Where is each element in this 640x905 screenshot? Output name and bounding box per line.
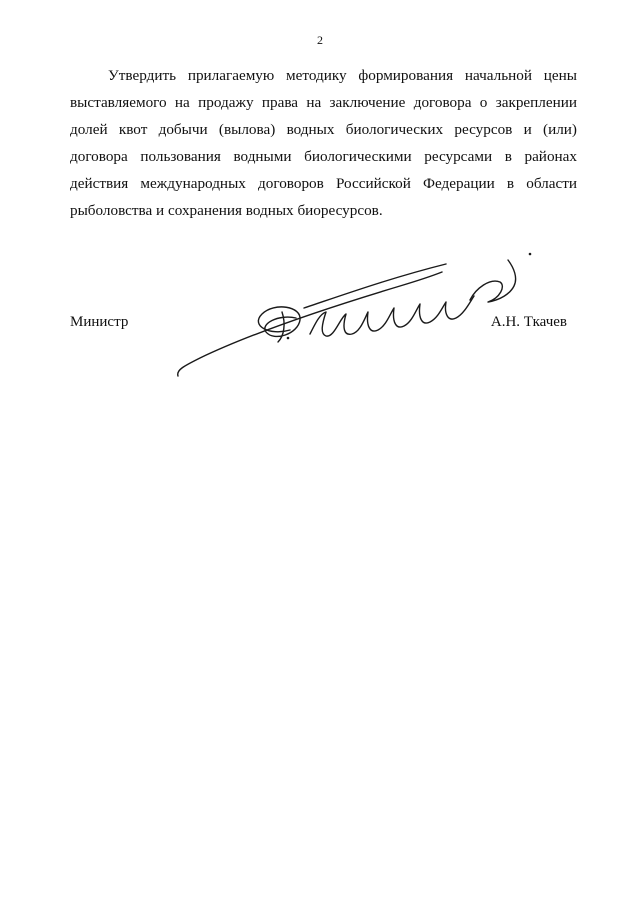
handwritten-signature <box>170 238 550 388</box>
position-title: Министр <box>70 314 129 330</box>
signatory-name: А.Н. Ткачев <box>490 314 567 330</box>
page-number: 2 <box>317 33 323 47</box>
decree-paragraph: Утвердить прилагаемую методику формирования начальной цены выставляемого на продажу права на заключение договора о закреплении долей квот добычи (вылова) водных биологических ресурсов и (или) договора пользования водными биологическими ресурсами в районах действия международных договоров Российской Федерации в области рыболовства и сохранения водных биоресурсов. <box>70 67 577 220</box>
